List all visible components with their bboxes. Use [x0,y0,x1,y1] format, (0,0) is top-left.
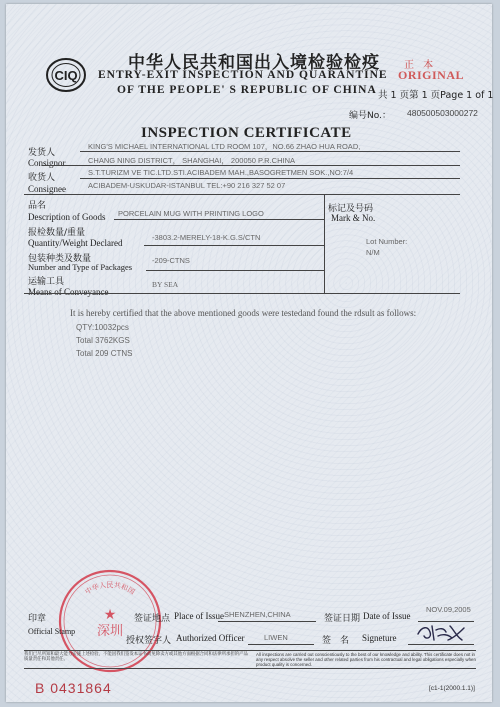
place-value: SHENZHEN,CHINA [224,610,291,619]
officer-label-cn: 授权签字人 [126,636,172,646]
fineprint-cn: 我们已尽所知和最大能力实施上述检验，不能因我们签发本证书而免除卖方或其他方面根据合同和法律所承担的产品质量责任和其他责任。 [24,652,248,662]
certification-statement: It is hereby certified that the above mentioned goods were testedand found the rdsult as follows: [70,308,417,318]
packages-value: -209-CTNS [152,256,190,265]
lot-number-value: N/M [366,248,380,257]
result-weight: Total 3762KGS [76,336,130,345]
qty-value: -3803.2-MERELY-18-K.G.S/CTN [152,233,261,242]
consignor-address-1: KING'S MICHAEL INTERNATIONAL LTD ROOM 107，NO.66 ZHAO HUA ROAD, [88,142,361,151]
stamp-label-cn: 印章 [28,614,47,624]
packages-label-cn: 包装种类及数量 [28,254,92,264]
stamp-city: 深圳 [96,624,124,639]
lot-number-label: Lot Number: [366,237,408,246]
conveyance-label-en: Means of Conveyance [28,287,109,297]
conveyance-value: BY SEA [152,280,179,289]
consignor-address-2: CHANG NING DISTRICT， SHANGHAI， 200050 P.R.CHINA [88,156,295,165]
serial-number: B 0431864 [35,680,112,696]
marks-label-en: Mark & No. [331,213,376,223]
conveyance-label-cn: 运输工具 [28,277,65,287]
consignee-address-1: S.T.TURIZM VE TIC.LTD.STI.ACIBADEM MAH.,BASOGRETMEN SOK.,NO:7/4 [88,168,354,177]
signature-rule [408,644,474,645]
ciq-logo-icon [44,56,88,94]
qty-label-cn: 报检数量/重量 [28,228,86,238]
handwritten-signature-icon [412,618,470,646]
signature-label-cn: 签 名 [322,636,350,646]
marks-divider [324,194,325,293]
consignee-rule-2 [24,194,460,195]
page-number: 共 1 页第 1 页Page 1 of 1 [378,90,494,101]
consignor-rule-2 [42,165,460,166]
goods-rule [114,219,324,220]
form-number: [c1-1(2000.1.1)] [429,685,475,692]
place-label-cn: 签证地点 [134,614,171,624]
svg-text:★: ★ [103,608,117,623]
agency-title-cn: 中华人民共和国出入境检验检疫 [128,53,380,73]
packages-label-en: Number and Type of Packages [28,262,133,272]
place-rule [218,621,316,622]
certificate-paper [6,4,492,702]
logo-text: CIQ [54,68,78,83]
qty-label-en: Quantity/Weight Declared [28,238,123,248]
fineprint-rule-top [24,650,476,651]
officer-label-en: Authorized Officer [176,633,245,643]
cert-number: 480500503000272 [407,108,478,118]
agency-title-en-2: OF THE PEOPLE' S REPUBLIC OF CHINA [117,84,377,96]
fineprint-rule-bottom [24,668,476,669]
fineprint-en: All inspections are carried out conscientiously to the best of our knowledge and ability. This certificate does not in any respect absolve the seller and other related parties from his contractual and legal obligations especially when product quality is concerned. [256,652,476,667]
date-label-en: Date of Issue [363,611,411,621]
consignee-label-en: Consignee [28,184,66,194]
place-label-en: Place of Issue [174,611,224,621]
signature-label-en: Signeture [362,633,397,643]
date-label-cn: 签证日期 [324,614,361,624]
consignee-rule-1 [80,178,460,179]
consignor-rule-1 [80,151,460,152]
officer-value: LIWEN [264,633,288,642]
consignor-label-cn: 发货人 [28,148,56,158]
consignor-label-en: Consignor [28,158,66,168]
consignee-label-cn: 收货人 [28,173,56,183]
packages-rule [146,270,324,271]
result-qty: QTY:10032pcs [76,323,129,332]
marks-label-cn: 标记及号码 [328,204,374,214]
qty-rule [144,245,324,246]
stamp-top-text: 中华人民共和国 [83,581,137,597]
agency-title-en-1: ENTRY-EXIT INSPECTION AND QUARANTINE [98,69,388,81]
consignee-address-2: ACIBADEM-USKUDAR-ISTANBUL TEL:+90 216 327 52 07 [88,181,286,190]
original-mark-en: ORIGINAL [398,68,465,82]
cert-number-label: 编号No.： [349,111,391,121]
conveyance-rule [24,293,460,294]
result-cartons: Total 209 CTNS [76,349,133,358]
date-value: NOV.09,2005 [426,605,471,614]
original-mark-cn: 正 本 [404,60,437,71]
officer-rule [248,644,314,645]
goods-label-en: Description of Goods [28,212,106,222]
svg-text:中华人民共和国 [83,580,136,596]
goods-label-cn: 品名 [28,201,47,211]
goods-value: PORCELAIN MUG WITH PRINTING LOGO [118,209,264,218]
stamp-label-en: Official Stamp [28,627,76,636]
document-title: INSPECTION CERTIFICATE [141,125,352,141]
